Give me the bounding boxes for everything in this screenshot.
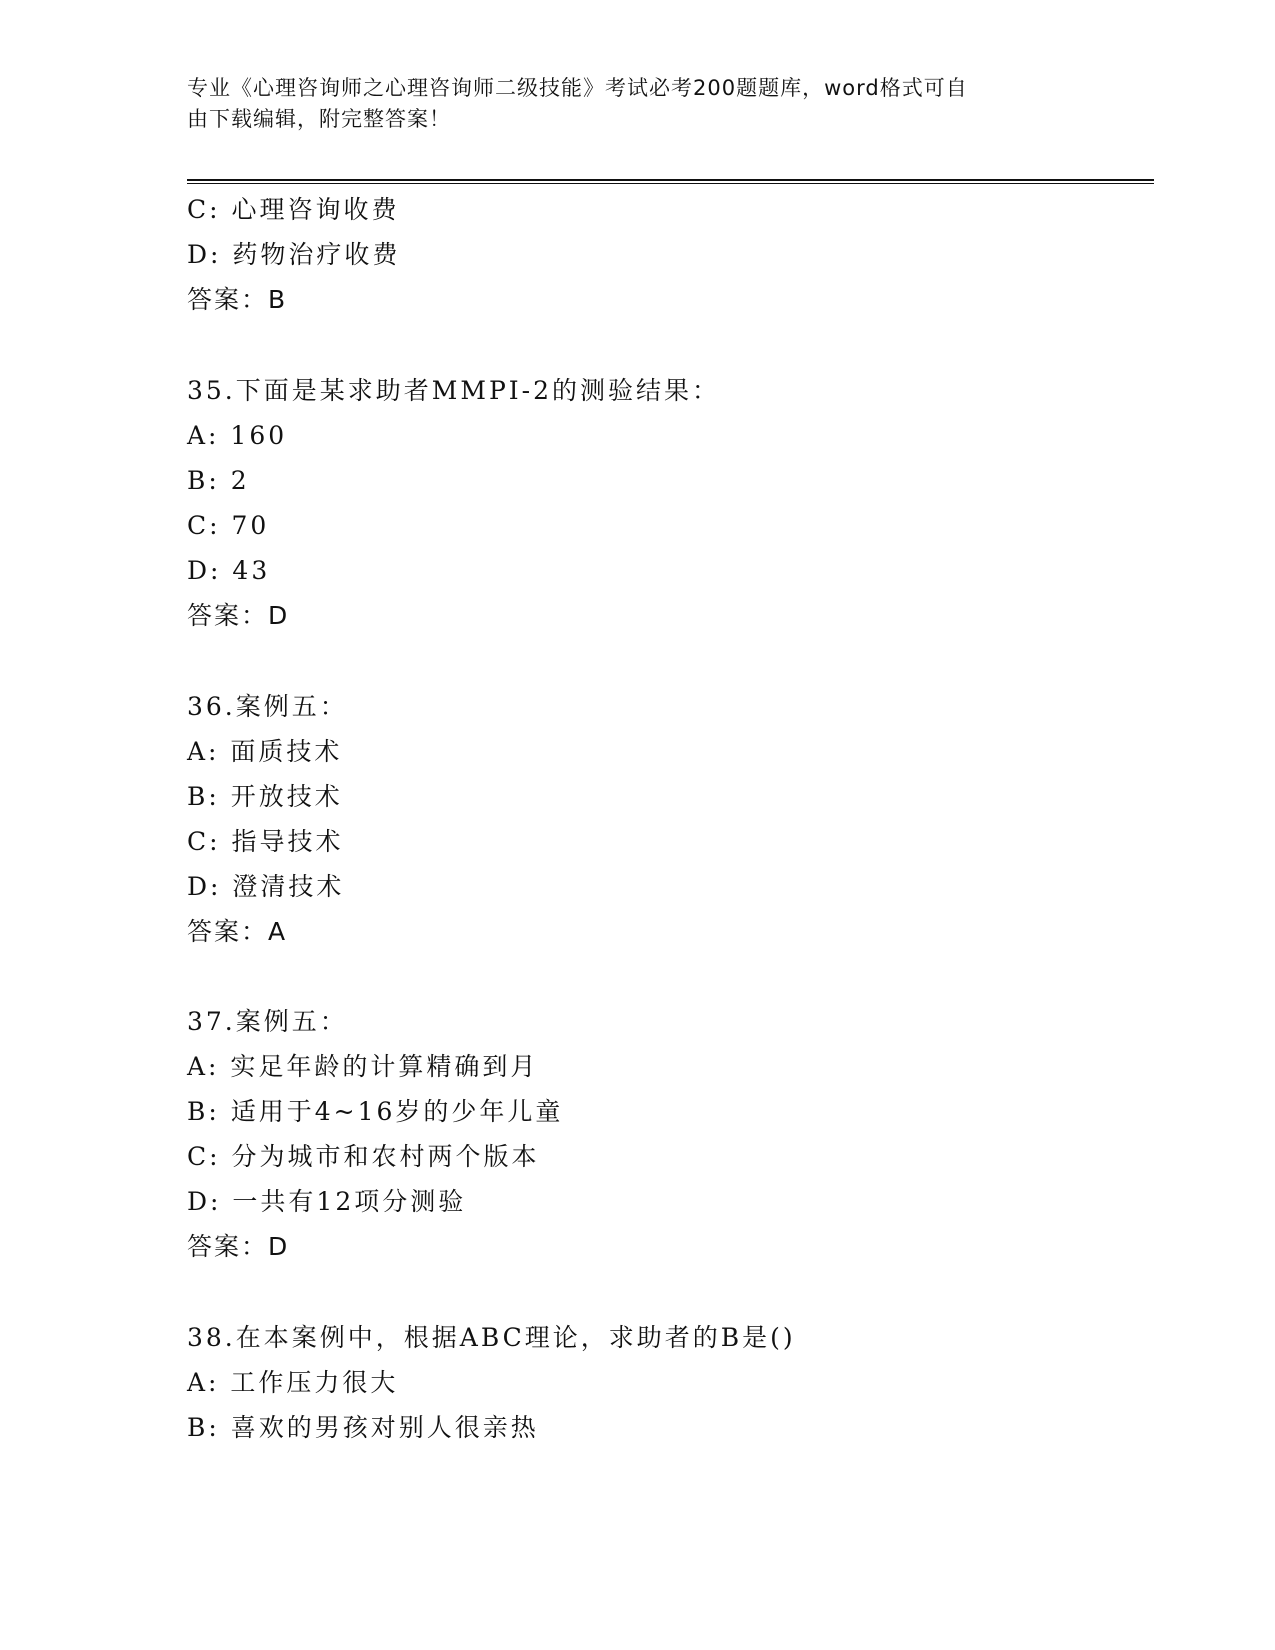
answer: 答案：B [187,285,288,314]
option-c: C: 指导技术 [187,827,344,856]
option-d: D: 一共有12项分测验 [187,1187,467,1216]
header-divider [187,179,1154,181]
question-36: 36.案例五： [187,692,348,721]
answer: 答案：D [187,601,290,630]
option-c: C: 分为城市和农村两个版本 [187,1142,540,1171]
question-38: 38.在本案例中，根据ABC理论，求助者的B是() [187,1323,796,1352]
question-37: 37.案例五： [187,1007,348,1036]
option-a: A: 面质技术 [187,737,343,766]
option-c: C: 心理咨询收费 [187,195,400,224]
option-d: D: 药物治疗收费 [187,240,401,269]
answer: 答案：D [187,1232,290,1261]
header-line-2: 由下载编辑，附完整答案！ [187,107,451,131]
option-a: A: 160 [187,421,288,450]
document-header [187,73,1067,135]
question-35: 35.下面是某求助者MMPI-2的测验结果： [187,376,721,405]
answer: 答案：A [187,917,288,946]
option-a: A: 工作压力很大 [187,1368,399,1397]
option-c: C: 70 [187,511,270,540]
option-b: B: 适用于4~16岁的少年儿童 [187,1097,564,1126]
option-b: B: 开放技术 [187,782,343,811]
option-b: B: 2 [187,466,250,495]
option-a: A: 实足年龄的计算精确到月 [187,1052,539,1081]
option-d: D: 43 [187,556,271,585]
option-d: D: 澄清技术 [187,872,345,901]
option-b: B: 喜欢的男孩对别人很亲热 [187,1413,539,1442]
header-line-1: 专业《心理咨询师之心理咨询师二级技能》考试必考200题题库，word格式可自 [187,76,968,100]
header-divider-thin [187,183,1154,184]
